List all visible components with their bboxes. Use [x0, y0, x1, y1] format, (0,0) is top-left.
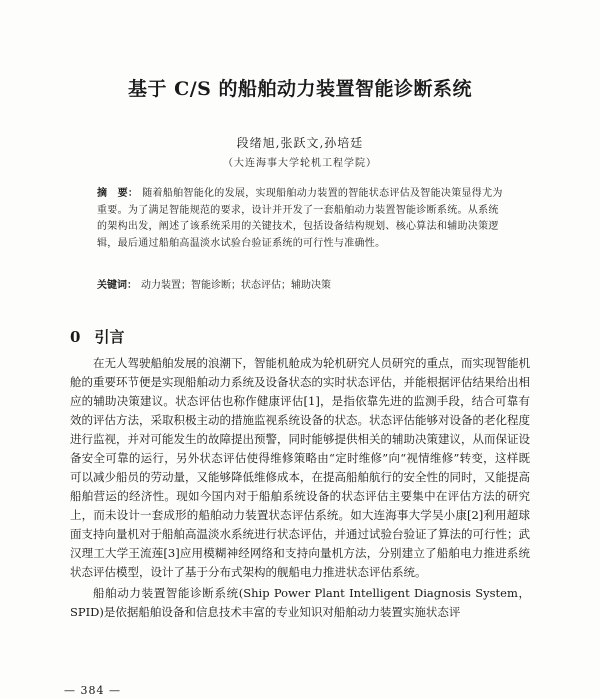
abstract-text: 随着船舶智能化的发展，实现船舶动力装置的智能状态评估及智能决策显得尤为重要。为了满足智能规范的要求，设计并开发了一套船舶动力装置智能诊断系统。从系统的架构出发，阐述了该系统采用的关键技术，包括设备结构规划、核心算法和辅助决策逻辑，最后通过船舶高温淡水试验台验证系统的可行性与准确性。 — [97, 188, 503, 249]
section-title: 引言 — [94, 328, 125, 346]
page-number: — 384 — — [64, 684, 121, 697]
section-number: 0 — [70, 328, 81, 346]
body-text — [70, 354, 530, 622]
abstract-label: 摘 要： — [97, 188, 139, 199]
body-paragraph: 在无人驾驶船舶发展的浪潮下，智能机舱成为轮机研究人员研究的重点，而实现智能机舱的重要环节便是实现船舶动力系统及设备状态的实时状态评估，并能根据评估结果给出相应的辅助决策建议。状态评估也称作健康评估[1]，是指依靠先进的监测手段，结合可靠有效的评估方法，采取积极主动的措施监视系统设备的状态。状态评估能够对设备的老化程度进行监视，并对可能发生的故障提出预警，同时能够提供相关的辅助决策建议，从而保证设备安全可靠的运行，另外状态评估使得维修策略由“定时维修”向“视情维修”转变，这样既可以减少船员的劳动量，又能够降低维修成本，在提高船舶航行的安全性的同时，又能提高船舶营运的经济性。现如今国内对于船舶系统设备的状态评估主要集中在评估方法的研究上，而未设计一套成形的船舶动力装置状态评估系统。如大连海事大学吴小康[2]利用超球面支持向量机对于船舶高温淡水系统进行状态评估，并通过试验台验证了算法的可行性；武汉理工大学王流莲[3]应用模糊神经网络和支持向量机方法，分别建立了船舶电力推进系统状态评估模型，设计了基于分布式架构的舰船电力推进状态评估系统。 — [70, 356, 530, 579]
paper-title: 基于 C/S 的船舶动力装置智能诊断系统 — [127, 78, 472, 100]
body-paragraph: 船舶动力装置智能诊断系统(Ship Power Plant Intelligent Diagnosis System，SPID)是依据船舶设备和信息技术丰富的专业知识对船舶动力装置实施状态评 — [70, 586, 530, 619]
abstract-block — [97, 186, 505, 252]
section-heading — [70, 326, 124, 347]
keywords-block — [97, 278, 505, 294]
paper-affiliation: （大连海事大学轮机工程学院） — [223, 158, 377, 169]
keywords-text: 动力装置；智能诊断；状态评估；辅助决策 — [141, 280, 331, 291]
paper-authors: 段绪旭,张跃文,孙培廷 — [236, 136, 364, 150]
keywords-label: 关键词： — [97, 280, 137, 291]
